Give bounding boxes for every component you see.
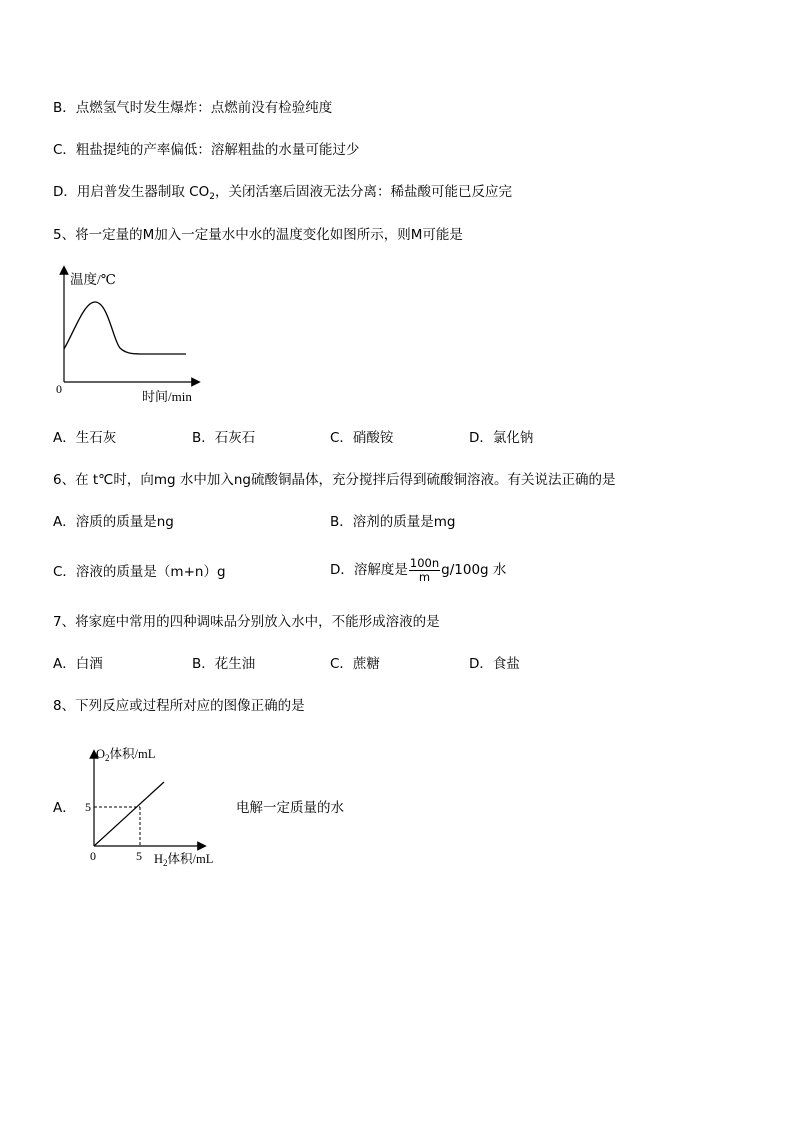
option-d-line <box>53 183 512 206</box>
q7-option-b: B．花生油 <box>192 656 256 672</box>
question-7-stem: 7、将家庭中常用的四种调味品分别放入水中，不能形成溶液的是 <box>53 614 440 630</box>
q8-x-label: $H_2$体积/mL <box>154 852 214 868</box>
q5-temperature-chart <box>50 262 220 412</box>
q5-origin-label: 0 <box>56 382 62 396</box>
fraction-numerator: 100n <box>409 555 440 570</box>
q5-option-c: C．硝酸铵 <box>330 430 394 446</box>
q5-option-b: B．石灰石 <box>192 430 256 446</box>
option-c-line: C．粗盐提纯的产率偏低：溶解粗盐的水量可能过少 <box>53 142 360 158</box>
q8-x-tick: 5 <box>136 849 142 863</box>
question-8-stem: 8、下列反应或过程所对应的图像正确的是 <box>53 698 305 714</box>
q5-option-a: A．生石灰 <box>53 430 117 446</box>
fraction-denominator: m <box>418 569 431 584</box>
q7-option-c: C．蔗糖 <box>330 656 380 672</box>
q6-option-d <box>330 553 506 587</box>
q8-y-tick: 5 <box>85 800 91 814</box>
co2-subscript: 2 <box>209 192 215 202</box>
q8-option-a-label: A． <box>53 800 76 816</box>
question-5-stem: 5、将一定量的M加入一定量水中水的温度变化如图所示，则M可能是 <box>53 227 463 243</box>
q6-option-c: C．溶液的质量是（m+n）g <box>53 564 226 580</box>
q6-option-d-pre: D．溶解度是 <box>330 562 408 578</box>
question-6-stem: 6、在 t℃时，向mg 水中加入ng硫酸铜晶体，充分搅拌后得到硫酸铜溶液。有关说法正确的是 <box>53 472 616 488</box>
q5-y-label: 温度/℃ <box>70 272 116 287</box>
option-d-text-pre: D．用启普发生器制取 CO <box>53 184 210 200</box>
q8-y-label: $O_2$体积/mL <box>96 747 156 763</box>
q6-option-b: B．溶剂的质量是mg <box>330 514 456 530</box>
q7-option-d: D．食盐 <box>469 656 520 672</box>
option-d-text-post: ，关闭活塞后固液无法分离：稀盐酸可能已反应完 <box>214 184 512 200</box>
option-b-line: B．点燃氢气时发生爆炸：点燃前没有检验纯度 <box>53 100 333 116</box>
q6-option-a: A．溶质的质量是ng <box>53 514 174 530</box>
q5-option-d: D．氯化钠 <box>469 430 534 446</box>
solubility-fraction <box>409 557 440 584</box>
q8-electrolysis-chart <box>74 738 244 873</box>
q5-x-label: 时间/min <box>142 389 192 404</box>
q8-data-line <box>94 782 164 846</box>
q7-option-a: A．白酒 <box>53 656 103 672</box>
q5-temperature-curve <box>64 302 186 354</box>
q8-option-a-description: 电解一定质量的水 <box>236 800 344 816</box>
q8-origin-label: 0 <box>90 849 96 863</box>
q6-option-d-post: g/100g 水 <box>441 562 507 578</box>
